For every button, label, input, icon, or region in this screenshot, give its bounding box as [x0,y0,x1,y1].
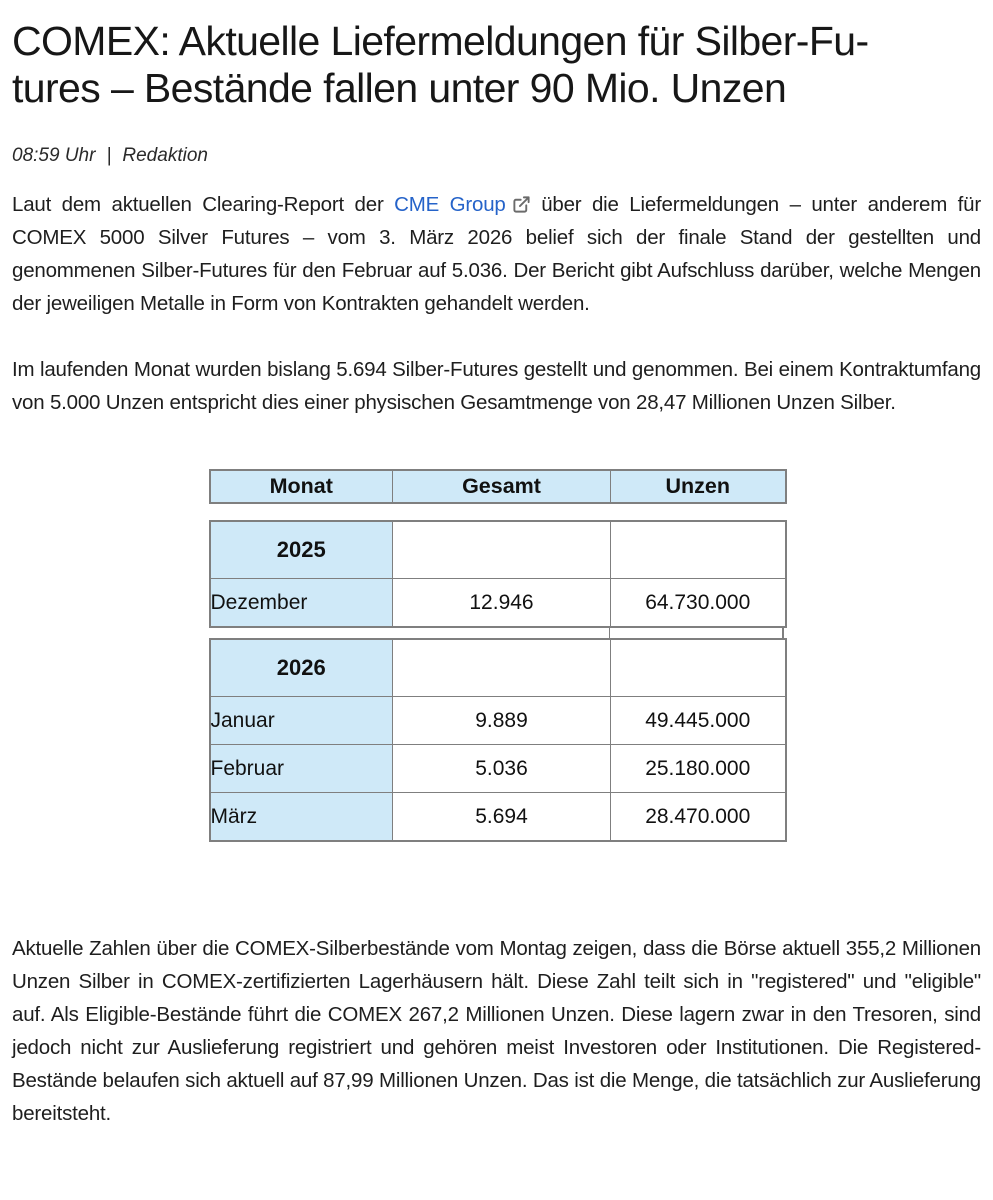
byline-separator: | [106,145,112,166]
title-line-2: tures – Bestände fallen unter 90 Mio. Unzen [12,65,787,111]
month-cell: Februar [210,745,393,793]
empty-cell [611,521,786,579]
empty-cell [611,639,786,697]
article-title [12,18,981,112]
paragraph-intro-text-after-link: über die Liefermeldungen – unter anderem für COMEX 5000 Silver Futures – vom 3. März 2026 belief sich der finale Stand der gestellten und genommenen Silber-Futures für den Februar auf 5.036. Der Bericht gibt Aufschluss darüber, welche Mengen der jeweiligen Metalle in Form von Kontrakten gehandelt werden. [12,193,981,315]
month-cell: Januar [210,697,393,745]
year-cell: 2025 [210,521,393,579]
paragraph-intro-text-before-link: Laut dem aktuellen Clearing-Report der [12,193,395,216]
paragraph-current-month: Im laufenden Monat wurden bislang 5.694 Silber-Futures gestellt und genommen. Bei einem Kontraktumfang von 5.000 Unzen entspricht dies einer physischen Gesamtmenge von 28,47 Millionen Unzen Silber. [12,358,981,414]
cme-group-link-label: CME Group [394,193,506,216]
column-header-monat: Monat [210,470,393,503]
gesamt-cell: 5.036 [393,745,611,793]
table-row [210,745,786,793]
unzen-cell: 64.730.000 [611,579,786,628]
article-byline [12,145,981,167]
month-cell: März [210,793,393,842]
title-line-1: COMEX: Aktuelle Liefermeldungen für Silber-Fu- [12,18,869,64]
year-row [210,639,786,697]
delivery-table [209,469,785,842]
external-link-icon [512,195,531,214]
paragraph-inventories: Aktuelle Zahlen über die COMEX-Silberbestände vom Montag zeigen, dass die Börse aktuell 355,2 Millionen Unzen Silber in COMEX-zertifizierten Lagerhäusern hält. Diese Zahl teilt sich in "registered" und "eligible" auf. Als Eligible-Bestände führt die COMEX 267,2 Millionen Unzen. Diese lagern zwar in den Tresoren, sind jedoch nicht zur Auslieferung registriert und gehören meist Investoren oder Institutionen. Die Registered-Bestände belaufen sich aktuell auf 87,99 Millionen Unzen. Das ist die Menge, die tatsächlich zur Auslieferung bereitsteht. [12,937,981,1125]
delivery-table-section-2026 [209,638,787,842]
gesamt-cell: 12.946 [393,579,611,628]
publish-time: 08:59 Uhr [12,145,96,166]
table-row [210,579,786,628]
unzen-cell: 49.445.000 [611,697,786,745]
gesamt-cell: 5.694 [393,793,611,842]
table-row [210,697,786,745]
month-cell: Dezember [210,579,393,628]
paragraph-intro [12,188,981,320]
unzen-cell: 28.470.000 [611,793,786,842]
empty-cell [393,639,611,697]
column-header-unzen: Unzen [611,470,786,503]
table-header-row [210,470,786,503]
table-section-gap [209,628,785,638]
author-name: Redaktion [122,145,208,166]
delivery-table-section-2025 [209,520,787,628]
delivery-table-header [209,469,787,504]
table-row [210,793,786,842]
year-row [210,521,786,579]
empty-cell [393,521,611,579]
unzen-cell: 25.180.000 [611,745,786,793]
gesamt-cell: 9.889 [393,697,611,745]
year-cell: 2026 [210,639,393,697]
table-section-gap-box [609,628,784,638]
column-header-gesamt: Gesamt [393,470,611,503]
cme-group-link[interactable] [394,193,531,216]
